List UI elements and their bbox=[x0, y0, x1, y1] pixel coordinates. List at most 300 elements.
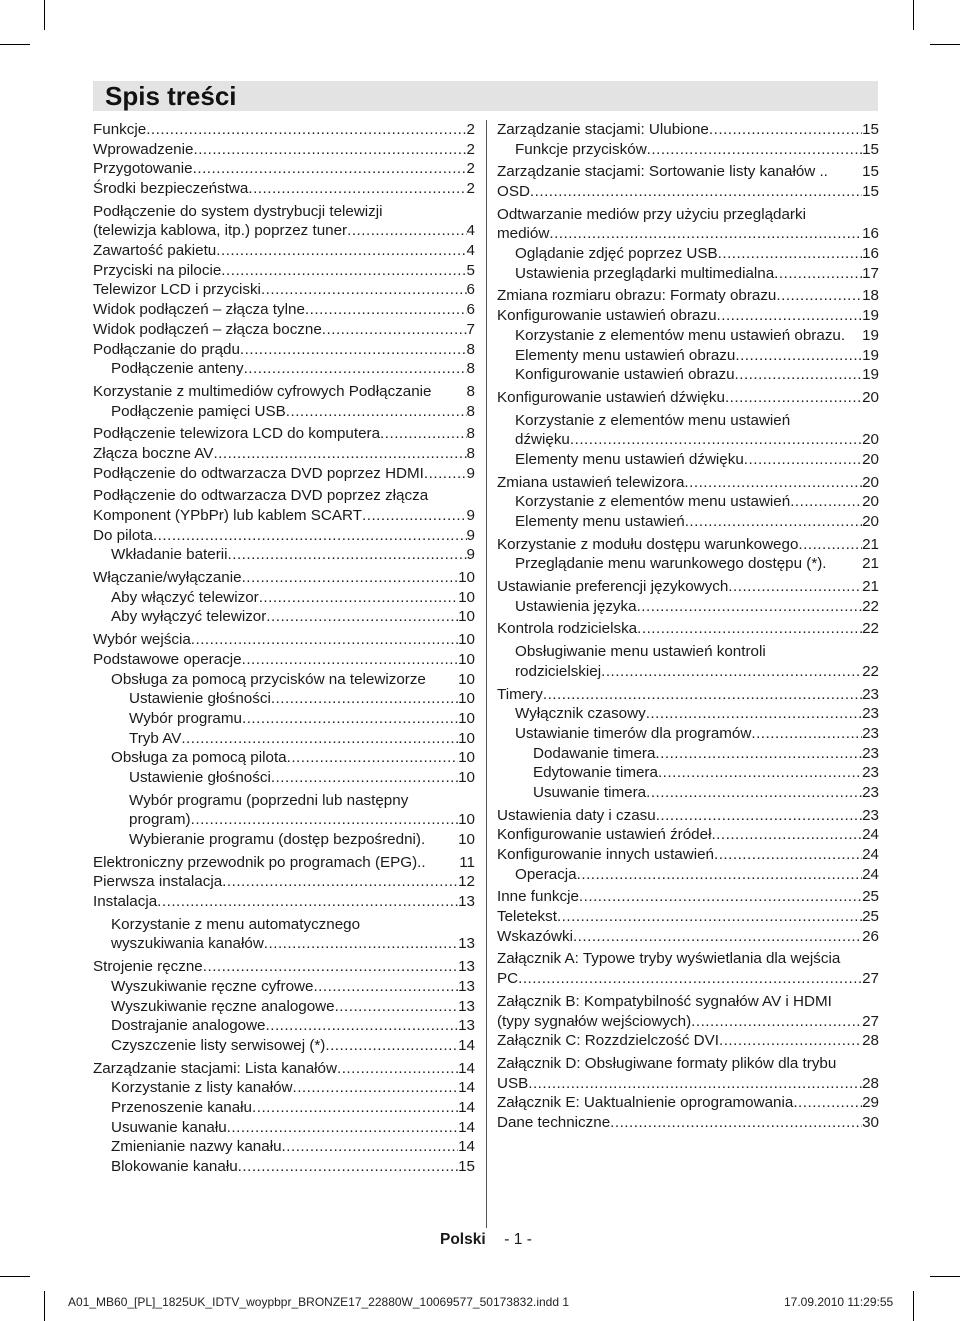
toc-entry-title: Zmiana ustawień telewizora bbox=[497, 473, 685, 491]
toc-entry-title: Podłączenie anteny bbox=[111, 360, 244, 378]
toc-entry[interactable] bbox=[497, 365, 879, 385]
crop-mark bbox=[930, 44, 960, 45]
toc-page-number: 15 bbox=[862, 183, 879, 201]
toc-entry[interactable] bbox=[93, 729, 475, 749]
toc-leader-dots bbox=[656, 806, 862, 826]
toc-entry-title: Edytowanie timera bbox=[533, 764, 658, 782]
toc-entry[interactable] bbox=[93, 588, 475, 608]
crop-mark bbox=[930, 1276, 960, 1277]
toc-leader-dots bbox=[362, 506, 467, 526]
toc-entry-title: Przyciski na pilocie bbox=[93, 261, 222, 279]
toc-page-number: 12 bbox=[458, 873, 475, 891]
toc-entry-title: Konfigurowanie innych ustawień bbox=[497, 846, 714, 864]
toc-page-number: 22 bbox=[862, 620, 879, 638]
toc-entry[interactable] bbox=[93, 915, 475, 954]
toc-leader-dots bbox=[718, 244, 862, 264]
toc-entry-title: Wyszukiwanie ręczne analogowe bbox=[111, 997, 335, 1015]
toc-page-number: 13 bbox=[458, 977, 475, 995]
toc-entry[interactable] bbox=[93, 830, 475, 850]
toc-leader-dots bbox=[266, 608, 458, 628]
toc-leader-dots bbox=[549, 224, 862, 244]
toc-page-number: 2 bbox=[466, 140, 475, 158]
toc-page-number: 4 bbox=[466, 242, 475, 260]
toc-leader-dots bbox=[711, 825, 862, 845]
toc-entry[interactable] bbox=[497, 346, 879, 366]
toc-leader-dots bbox=[709, 120, 862, 140]
toc-entry-title: Ustawienia języka bbox=[515, 597, 637, 615]
toc-entry[interactable] bbox=[497, 182, 879, 202]
toc-leader-dots bbox=[261, 281, 467, 301]
toc-entry[interactable] bbox=[93, 464, 475, 484]
toc-page-number: 19 bbox=[862, 366, 879, 384]
toc-page-number: 2 bbox=[466, 120, 475, 138]
toc-left-column bbox=[93, 120, 475, 1177]
toc-entry[interactable] bbox=[93, 872, 475, 892]
toc-entry[interactable] bbox=[93, 1137, 475, 1157]
toc-entry[interactable] bbox=[93, 444, 475, 464]
toc-entry[interactable] bbox=[497, 140, 879, 160]
toc-entry[interactable] bbox=[93, 261, 475, 281]
toc-entry[interactable] bbox=[93, 424, 475, 444]
toc-leader-dots bbox=[424, 464, 467, 484]
toc-entry[interactable] bbox=[497, 1031, 879, 1051]
toc-leader-dots bbox=[798, 535, 862, 555]
toc-entry[interactable] bbox=[93, 120, 475, 140]
toc-entry-title: Strojenie ręczne bbox=[93, 958, 203, 976]
toc-entry[interactable] bbox=[497, 473, 879, 493]
toc-page-number: 13 bbox=[458, 958, 475, 976]
toc-page-number: 7 bbox=[466, 320, 475, 338]
toc-page-number: 23 bbox=[862, 685, 879, 703]
toc-entry-title: Widok podłączeń – złącza tylne bbox=[93, 301, 305, 319]
toc-entry[interactable] bbox=[93, 689, 475, 709]
footer-language: Polski bbox=[440, 1231, 486, 1248]
toc-entry-title: Korzystanie z menu automatycznego bbox=[111, 915, 361, 933]
toc-leader-dots bbox=[193, 159, 467, 179]
toc-leader-dots bbox=[153, 526, 467, 546]
toc-entry-title: Wybieranie programu (dostęp bezpośredni). bbox=[129, 831, 426, 849]
toc-right-column bbox=[497, 120, 879, 1133]
toc-entry-title: Dostrajanie analogowe bbox=[111, 1017, 266, 1035]
toc-header bbox=[93, 81, 878, 111]
toc-entry-title: Korzystanie z elementów menu ustawień bbox=[515, 411, 791, 429]
toc-entry-title: Elementy menu ustawień obrazu bbox=[515, 346, 736, 364]
toc-leader-dots bbox=[222, 872, 458, 892]
toc-page-number: 23 bbox=[862, 806, 879, 824]
toc-entry-title: Timery bbox=[497, 685, 543, 703]
toc-entry[interactable] bbox=[497, 1113, 879, 1133]
toc-entry-title: Czyszczenie listy serwisowej (*) bbox=[111, 1036, 326, 1054]
toc-entry[interactable] bbox=[93, 320, 475, 340]
toc-page-number: 9 bbox=[466, 507, 475, 525]
toc-leader-dots bbox=[790, 492, 862, 512]
toc-leader-dots bbox=[573, 927, 862, 947]
toc-entry-title: Wskazówki bbox=[497, 927, 573, 945]
toc-page-number: 2 bbox=[466, 160, 475, 178]
toc-entry-title: Funkcje przycisków bbox=[515, 140, 647, 158]
toc-leader-dots bbox=[735, 346, 862, 366]
toc-leader-dots bbox=[735, 365, 863, 385]
footer-page-number: - 1 - bbox=[504, 1231, 532, 1248]
toc-entry-title: Wkładanie baterii bbox=[111, 546, 228, 564]
toc-entry[interactable] bbox=[93, 402, 475, 422]
toc-entry-title: Oglądanie zdjęć poprzez USB bbox=[515, 245, 718, 263]
toc-entry-title: Widok podłączeń – złącza boczne bbox=[93, 320, 322, 338]
toc-entry-title: Teletekst bbox=[497, 908, 557, 926]
toc-entry[interactable] bbox=[497, 642, 879, 681]
toc-leader-dots bbox=[776, 287, 862, 307]
toc-entry[interactable] bbox=[93, 791, 475, 830]
toc-entry-title: Instalacja bbox=[93, 893, 158, 911]
crop-mark bbox=[0, 1276, 30, 1277]
toc-entry[interactable] bbox=[497, 554, 879, 574]
toc-entry[interactable] bbox=[93, 608, 475, 628]
toc-leader-dots bbox=[286, 402, 467, 422]
toc-page-number: 13 bbox=[458, 893, 475, 911]
toc-entry[interactable] bbox=[93, 159, 475, 179]
toc-leader-dots bbox=[647, 140, 862, 160]
toc-leader-dots bbox=[242, 650, 459, 670]
toc-leader-dots bbox=[744, 450, 862, 470]
toc-entry-title: (typy sygnałów wejściowych) bbox=[497, 1012, 692, 1030]
toc-entry-title: Wybór programu bbox=[129, 709, 242, 727]
toc-entry-title: Włączanie/wyłączanie bbox=[93, 569, 242, 587]
toc-entry[interactable] bbox=[497, 845, 879, 865]
toc-entry[interactable] bbox=[497, 724, 879, 744]
toc-page-number: 23 bbox=[862, 724, 879, 742]
toc-entry[interactable] bbox=[93, 526, 475, 546]
toc-entry-title: Kontrola rodzicielska bbox=[497, 620, 638, 638]
toc-entry[interactable] bbox=[93, 670, 475, 690]
toc-entry-title: Podłączenie do odtwarzacza DVD poprzez złącza bbox=[93, 487, 429, 505]
toc-leader-dots bbox=[244, 359, 467, 379]
toc-entry-title: Dane techniczne bbox=[497, 1113, 611, 1131]
toc-entry[interactable] bbox=[93, 977, 475, 997]
toc-entry-title: Podłączenie telewizora LCD do komputera bbox=[93, 425, 381, 443]
toc-page-number: 24 bbox=[862, 846, 879, 864]
toc-entry[interactable] bbox=[93, 359, 475, 379]
toc-entry-title: Zarządzanie stacjami: Sortowanie listy kanałów .. bbox=[497, 163, 828, 181]
toc-page-number: 15 bbox=[862, 163, 879, 181]
toc-entry-title: Konfigurowanie ustawień obrazu bbox=[515, 366, 735, 384]
toc-entry-title: Wyłącznik czasowy bbox=[515, 705, 646, 723]
toc-leader-dots bbox=[337, 1059, 458, 1079]
toc-leader-dots bbox=[725, 388, 862, 408]
toc-entry[interactable] bbox=[93, 1157, 475, 1177]
toc-leader-dots bbox=[751, 724, 862, 744]
toc-page-number: 10 bbox=[458, 608, 475, 626]
toc-entry[interactable] bbox=[497, 865, 879, 885]
toc-entry[interactable] bbox=[497, 685, 879, 705]
toc-entry[interactable] bbox=[497, 388, 879, 408]
toc-entry[interactable] bbox=[93, 140, 475, 160]
toc-leader-dots bbox=[347, 221, 466, 241]
toc-entry[interactable] bbox=[93, 748, 475, 768]
toc-page-number: 9 bbox=[466, 526, 475, 544]
toc-entry[interactable] bbox=[93, 300, 475, 320]
toc-entry[interactable] bbox=[93, 179, 475, 199]
toc-page-number: 13 bbox=[458, 997, 475, 1015]
toc-entry-title: Podłączenie pamięci USB bbox=[111, 402, 286, 420]
toc-entry[interactable] bbox=[497, 205, 879, 244]
toc-entry[interactable] bbox=[93, 1036, 475, 1056]
toc-entry[interactable] bbox=[497, 535, 879, 555]
toc-page-number: 10 bbox=[458, 729, 475, 747]
toc-leader-dots bbox=[322, 320, 467, 340]
toc-entry-title: Przeglądanie menu warunkowego dostępu (*). bbox=[515, 555, 827, 573]
toc-entry-title: wyszukiwania kanałów bbox=[111, 935, 264, 953]
toc-entry-title: Podłączenie do odtwarzacza DVD poprzez HDMI bbox=[93, 464, 424, 482]
toc-leader-dots bbox=[305, 300, 467, 320]
toc-leader-dots bbox=[684, 473, 862, 493]
toc-leader-dots bbox=[266, 1016, 459, 1036]
toc-entry-title: Konfigurowanie ustawień źródeł bbox=[497, 826, 712, 844]
toc-entry-title: Elementy menu ustawień dźwięku bbox=[515, 450, 744, 468]
toc-entry[interactable] bbox=[93, 630, 475, 650]
toc-entry[interactable] bbox=[93, 709, 475, 729]
toc-entry-title: Usuwanie timera bbox=[533, 783, 647, 801]
toc-page-number: 8 bbox=[466, 340, 475, 358]
toc-page-number: 6 bbox=[466, 281, 475, 299]
toc-entry[interactable] bbox=[93, 281, 475, 301]
toc-page-number: 20 bbox=[862, 513, 879, 531]
column-divider bbox=[486, 120, 487, 1228]
toc-page-number: 23 bbox=[862, 783, 879, 801]
toc-page-number: 14 bbox=[458, 1118, 475, 1136]
toc-leader-dots bbox=[287, 748, 458, 768]
toc-leader-dots bbox=[557, 907, 862, 927]
toc-page-number: 14 bbox=[458, 1098, 475, 1116]
toc-entry-title: Blokowanie kanału bbox=[111, 1158, 238, 1176]
toc-page-number: 21 bbox=[862, 555, 879, 573]
toc-entry[interactable] bbox=[93, 1059, 475, 1079]
toc-entry[interactable] bbox=[497, 950, 879, 989]
toc-entry[interactable] bbox=[93, 892, 475, 912]
toc-entry-title: Tryb AV bbox=[129, 729, 182, 747]
toc-entry[interactable] bbox=[497, 763, 879, 783]
toc-leader-dots bbox=[528, 1074, 862, 1094]
crop-mark bbox=[913, 1291, 914, 1321]
toc-entry[interactable] bbox=[93, 568, 475, 588]
toc-entry[interactable] bbox=[497, 887, 879, 907]
toc-page-number: 10 bbox=[458, 631, 475, 649]
toc-entry-title: Załącznik C: Rozzdzielczość DVI bbox=[497, 1032, 719, 1050]
toc-entry-title: Korzystanie z multimediów cyfrowych Podłączanie bbox=[93, 382, 432, 400]
toc-page-number: 20 bbox=[862, 431, 879, 449]
toc-page-number: 6 bbox=[466, 301, 475, 319]
toc-page-number: 22 bbox=[862, 597, 879, 615]
toc-entry[interactable] bbox=[93, 340, 475, 360]
toc-entry[interactable] bbox=[93, 241, 475, 261]
toc-entry-title: USB bbox=[497, 1074, 529, 1092]
toc-entry[interactable] bbox=[497, 264, 879, 284]
toc-entry[interactable] bbox=[497, 992, 879, 1031]
toc-entry[interactable] bbox=[497, 306, 879, 326]
toc-entry[interactable] bbox=[93, 650, 475, 670]
toc-leader-dots bbox=[646, 783, 862, 803]
toc-page-number: 10 bbox=[458, 749, 475, 767]
toc-entry[interactable] bbox=[497, 927, 879, 947]
toc-entry[interactable] bbox=[93, 1078, 475, 1098]
toc-entry-title: Aby wyłączyć telewizor bbox=[111, 608, 267, 626]
toc-entry-title: Dodawanie timera bbox=[533, 744, 656, 762]
toc-entry[interactable] bbox=[93, 1016, 475, 1036]
toc-leader-dots bbox=[259, 588, 458, 608]
slug-filename: A01_MB60_[PL]_1825UK_IDTV_woypbpr_BRONZE17_22880W_10069577_50173832.indd 1 bbox=[68, 1295, 570, 1309]
toc-leader-dots bbox=[271, 689, 458, 709]
toc-leader-dots bbox=[610, 1113, 862, 1133]
toc-entry-title: Przenoszenie kanału bbox=[111, 1098, 252, 1116]
toc-page-number: 19 bbox=[862, 307, 879, 325]
toc-entry-title: Do pilota bbox=[93, 526, 153, 544]
page-title: Spis treści bbox=[105, 81, 237, 111]
toc-page-number: 23 bbox=[862, 705, 879, 723]
toc-leader-dots bbox=[691, 1012, 862, 1032]
toc-leader-dots bbox=[325, 1036, 458, 1056]
toc-entry-title: Środki bezpieczeństwa bbox=[93, 180, 249, 198]
toc-leader-dots bbox=[793, 1093, 862, 1113]
toc-page-number: 20 bbox=[862, 493, 879, 511]
toc-page-number: 10 bbox=[458, 709, 475, 727]
toc-entry-title: PC bbox=[497, 970, 519, 988]
toc-page-number: 11 bbox=[459, 853, 475, 871]
toc-entry[interactable] bbox=[497, 620, 879, 640]
toc-entry[interactable] bbox=[93, 486, 475, 525]
toc-entry[interactable] bbox=[497, 1093, 879, 1113]
toc-leader-dots bbox=[577, 865, 862, 885]
toc-entry[interactable] bbox=[497, 287, 879, 307]
toc-page-number: 19 bbox=[862, 346, 879, 364]
toc-page-number: 10 bbox=[458, 690, 475, 708]
toc-leader-dots bbox=[719, 1031, 862, 1051]
crop-mark bbox=[0, 44, 30, 45]
toc-entry-title: Telewizor LCD i przyciski bbox=[93, 281, 261, 299]
toc-entry-title: Konfigurowanie ustawień dźwięku bbox=[497, 388, 725, 406]
toc-leader-dots bbox=[203, 957, 458, 977]
toc-entry[interactable] bbox=[93, 202, 475, 241]
toc-page-number: 14 bbox=[458, 1059, 475, 1077]
toc-entry[interactable] bbox=[497, 744, 879, 764]
toc-entry-title: Wybór programu (poprzedni lub następny bbox=[129, 791, 409, 809]
toc-entry[interactable] bbox=[497, 450, 879, 470]
toc-page-number: 15 bbox=[862, 120, 879, 138]
toc-entry-title: Pierwsza instalacja bbox=[93, 873, 223, 891]
toc-leader-dots bbox=[530, 182, 862, 202]
toc-entry-title: Ustawienia daty i czasu bbox=[497, 806, 656, 824]
toc-entry[interactable] bbox=[497, 806, 879, 826]
toc-page-number: 9 bbox=[466, 464, 475, 482]
toc-leader-dots bbox=[292, 1078, 458, 1098]
toc-entry-title: Korzystanie z elementów menu ustawień obrazu. bbox=[515, 326, 846, 344]
toc-leader-dots bbox=[637, 620, 862, 640]
toc-entry[interactable] bbox=[93, 957, 475, 977]
toc-page-number: 24 bbox=[862, 826, 879, 844]
toc-page-number: 30 bbox=[862, 1113, 879, 1131]
toc-entry[interactable] bbox=[497, 244, 879, 264]
toc-entry[interactable] bbox=[93, 545, 475, 565]
crop-mark bbox=[44, 1291, 45, 1321]
toc-leader-dots bbox=[637, 597, 863, 617]
toc-entry[interactable] bbox=[93, 853, 475, 873]
toc-entry-title: Zarządzanie stacjami: Ulubione bbox=[497, 120, 709, 138]
toc-entry-title: Podstawowe operacje bbox=[93, 650, 242, 668]
toc-entry-title: Podłączanie do prądu bbox=[93, 340, 240, 358]
toc-entry[interactable] bbox=[497, 120, 879, 140]
toc-entry-title: Korzystanie z modułu dostępu warunkowego bbox=[497, 535, 799, 553]
toc-entry[interactable] bbox=[497, 326, 879, 346]
toc-entry-title: Ustawienie głośności bbox=[129, 690, 271, 708]
toc-leader-dots bbox=[518, 969, 862, 989]
toc-entry[interactable] bbox=[497, 597, 879, 617]
toc-page-number: 8 bbox=[466, 402, 475, 420]
toc-page-number: 10 bbox=[458, 811, 475, 829]
toc-entry[interactable] bbox=[497, 162, 879, 182]
toc-entry[interactable] bbox=[497, 825, 879, 845]
toc-entry[interactable] bbox=[93, 768, 475, 788]
toc-leader-dots bbox=[655, 744, 862, 764]
toc-page-number: 19 bbox=[862, 326, 879, 344]
toc-page-number: 2 bbox=[466, 180, 475, 198]
toc-entry[interactable] bbox=[497, 704, 879, 724]
toc-entry[interactable] bbox=[497, 1054, 879, 1093]
toc-entry[interactable] bbox=[497, 411, 879, 450]
toc-leader-dots bbox=[227, 1118, 458, 1138]
toc-leader-dots bbox=[146, 120, 466, 140]
toc-entry-title: Załącznik D: Obsługiwane formaty plików dla trybu bbox=[497, 1054, 837, 1072]
toc-page-number: 16 bbox=[862, 225, 879, 243]
toc-entry[interactable] bbox=[93, 1098, 475, 1118]
toc-page-number: 29 bbox=[862, 1094, 879, 1112]
toc-page-number: 13 bbox=[458, 1017, 475, 1035]
toc-entry[interactable] bbox=[497, 492, 879, 512]
toc-entry-title: program) bbox=[129, 811, 191, 829]
toc-leader-dots bbox=[282, 1137, 459, 1157]
toc-page-number: 14 bbox=[458, 1079, 475, 1097]
toc-entry[interactable] bbox=[93, 1118, 475, 1138]
slug-date: 17.09.2010 11:29:55 bbox=[784, 1295, 894, 1309]
toc-entry-title: Operacja bbox=[515, 865, 577, 883]
toc-leader-dots bbox=[181, 729, 458, 749]
toc-leader-dots bbox=[228, 545, 467, 565]
toc-leader-dots bbox=[717, 306, 863, 326]
toc-entry[interactable] bbox=[497, 907, 879, 927]
toc-page-number: 15 bbox=[862, 140, 879, 158]
toc-entry[interactable] bbox=[497, 783, 879, 803]
toc-entry-title: Załącznik B: Kompatybilność sygnałów AV i HDMI bbox=[497, 992, 832, 1010]
toc-leader-dots bbox=[543, 685, 862, 705]
toc-leader-dots bbox=[242, 709, 458, 729]
toc-entry[interactable] bbox=[497, 512, 879, 532]
toc-entry-title: Zawartość pakietu bbox=[93, 242, 217, 260]
toc-entry[interactable] bbox=[497, 577, 879, 597]
toc-page-number: 4 bbox=[466, 222, 475, 240]
toc-page-number: 8 bbox=[466, 425, 475, 443]
toc-entry-title: Ustawienie głośności bbox=[129, 768, 271, 786]
toc-leader-dots bbox=[193, 140, 466, 160]
toc-entry-title: Złącza boczne AV bbox=[93, 444, 214, 462]
toc-entry[interactable] bbox=[93, 997, 475, 1017]
toc-entry-title: Inne funkcje bbox=[497, 888, 579, 906]
toc-leader-dots bbox=[774, 264, 862, 284]
toc-page-number: 15 bbox=[458, 1158, 475, 1176]
toc-page-number: 23 bbox=[862, 744, 879, 762]
toc-leader-dots bbox=[380, 424, 467, 444]
toc-entry-title: Odtwarzanie mediów przy użyciu przeglądarki bbox=[497, 205, 806, 223]
toc-entry-title: rodzicielskiej bbox=[515, 662, 602, 680]
toc-entry-title: Załącznik A: Typowe tryby wyświetlania dla wejścia bbox=[497, 950, 841, 968]
page-footer bbox=[440, 1231, 532, 1249]
toc-entry[interactable] bbox=[93, 382, 475, 402]
